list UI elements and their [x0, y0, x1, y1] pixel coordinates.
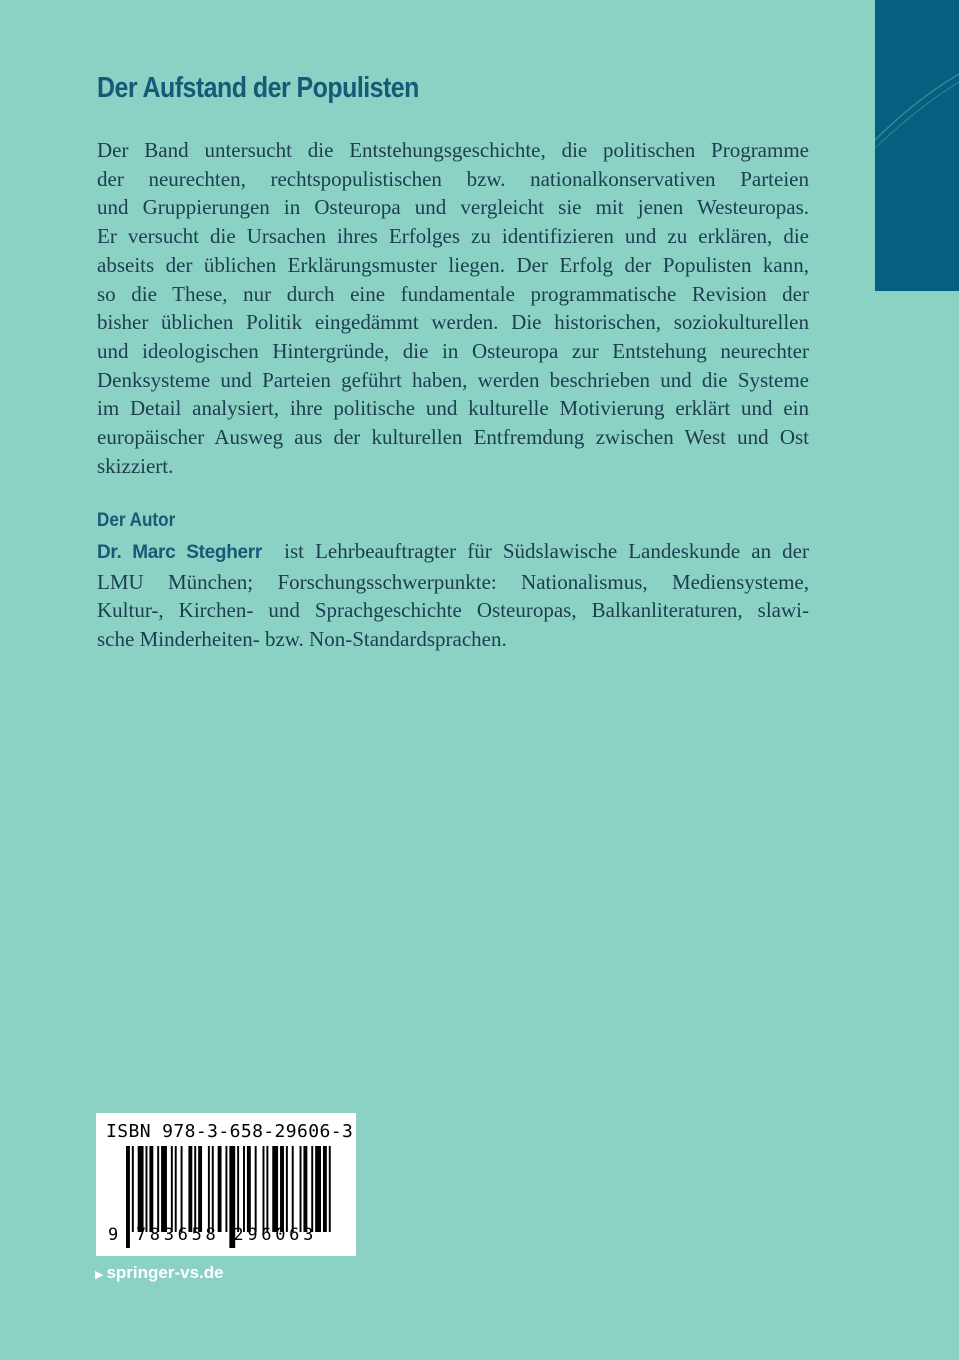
description-line: Er versucht die Ursachen ihres Erfolges zu identifizieren und zu erklären, die — [97, 224, 809, 249]
barcode-bar — [292, 1146, 294, 1232]
author-bio — [97, 537, 809, 654]
barcode-bar — [286, 1146, 288, 1232]
barcode-digits: 9 783658 296063 — [108, 1225, 318, 1245]
barcode-bar — [300, 1146, 302, 1232]
author-name: Dr. Marc Stegherr — [97, 542, 262, 563]
barcode-bar — [329, 1146, 331, 1232]
barcode-bar — [132, 1146, 134, 1232]
barcode-bar — [263, 1146, 265, 1232]
isbn-barcode — [96, 1113, 356, 1256]
description-line: und Gruppierungen in Osteuropa und vergleicht sie mit jenen Westeuropas. — [97, 195, 809, 220]
barcode-bar — [225, 1146, 227, 1232]
barcode-bar — [272, 1146, 278, 1232]
description-line: im Detail analysiert, ihre politische und kulturelle Motivierung erklärt und ein — [97, 396, 809, 421]
barcode-bar — [171, 1146, 173, 1232]
description-line: europäischer Ausweg aus der kulturellen Entfremdung zwischen West und Ost — [97, 425, 809, 450]
barcode-bar — [212, 1146, 214, 1232]
barcode-bar — [218, 1146, 222, 1232]
barcode-bar — [161, 1146, 167, 1232]
barcode-bar — [138, 1146, 144, 1232]
barcode-bar — [280, 1146, 284, 1232]
description-line: und ideologischen Hintergründe, die in Osteuropa zur Entstehung neurechter — [97, 338, 809, 363]
description-line: bisher üblichen Politik eingedämmt werden. Die historischen, soziokulturellen — [97, 310, 809, 335]
author-heading: Der Autor — [97, 510, 176, 531]
book-title: Der Aufstand der Populisten — [97, 72, 419, 104]
author-bio-line — [97, 537, 809, 568]
description-line: Denksysteme und Parteien geführt haben, werden beschrieben und die Systeme — [97, 367, 809, 392]
publisher-link[interactable] — [95, 1263, 224, 1283]
author-bio-text: ist Lehrbeauftragter für Südslawische Landeskunde an der — [284, 539, 810, 563]
barcode-bar — [181, 1146, 183, 1232]
barcode-bar — [146, 1146, 148, 1232]
barcode-bar — [266, 1146, 268, 1232]
barcode-bar — [175, 1146, 177, 1232]
barcode-bar — [208, 1146, 210, 1232]
publisher-url: springer-vs.de — [106, 1263, 224, 1282]
barcode-bar — [194, 1146, 196, 1232]
triangle-right-icon: ▶ — [95, 1269, 104, 1281]
description-line: skizziert. — [97, 453, 174, 478]
author-bio-line: Kultur-, Kirchen- und Sprachgeschichte Osteuropas, Balkanliteraturen, slawi- — [97, 598, 809, 623]
barcode-bar — [157, 1146, 159, 1232]
barcode-bar — [149, 1146, 153, 1232]
barcode-bar — [311, 1146, 313, 1232]
description-line: so die These, nur durch eine fundamentale programmatische Revision der — [97, 281, 809, 306]
barcode-bar — [315, 1146, 321, 1232]
barcode-bar — [198, 1146, 202, 1232]
barcode-bar — [323, 1146, 327, 1232]
author-bio-line: sche Minderheiten- bzw. Non-Standardsprachen. — [97, 627, 507, 652]
description-line: abseits der üblichen Erklärungsmuster liegen. Der Erfolg der Populisten kann, — [97, 252, 809, 277]
barcode-bar — [237, 1146, 239, 1232]
barcode-bar — [303, 1146, 307, 1232]
description-line: Der Band untersucht die Entstehungsgeschichte, die politischen Programme — [97, 138, 809, 162]
isbn-text: ISBN 978-3-658-29606-3 — [106, 1121, 354, 1142]
author-bio-line: LMU München; Forschungsschwerpunkte: Nationalismus, Mediensysteme, — [97, 569, 809, 594]
barcode-bar — [188, 1146, 192, 1232]
barcode-bar — [255, 1146, 257, 1232]
barcode-bar — [247, 1146, 251, 1232]
description-line: der neurechten, rechtspopulistischen bzw. nationalkonservativen Parteien — [97, 166, 809, 191]
corner-decoration — [875, 0, 959, 291]
description — [97, 136, 809, 480]
barcode-bar — [243, 1146, 245, 1232]
